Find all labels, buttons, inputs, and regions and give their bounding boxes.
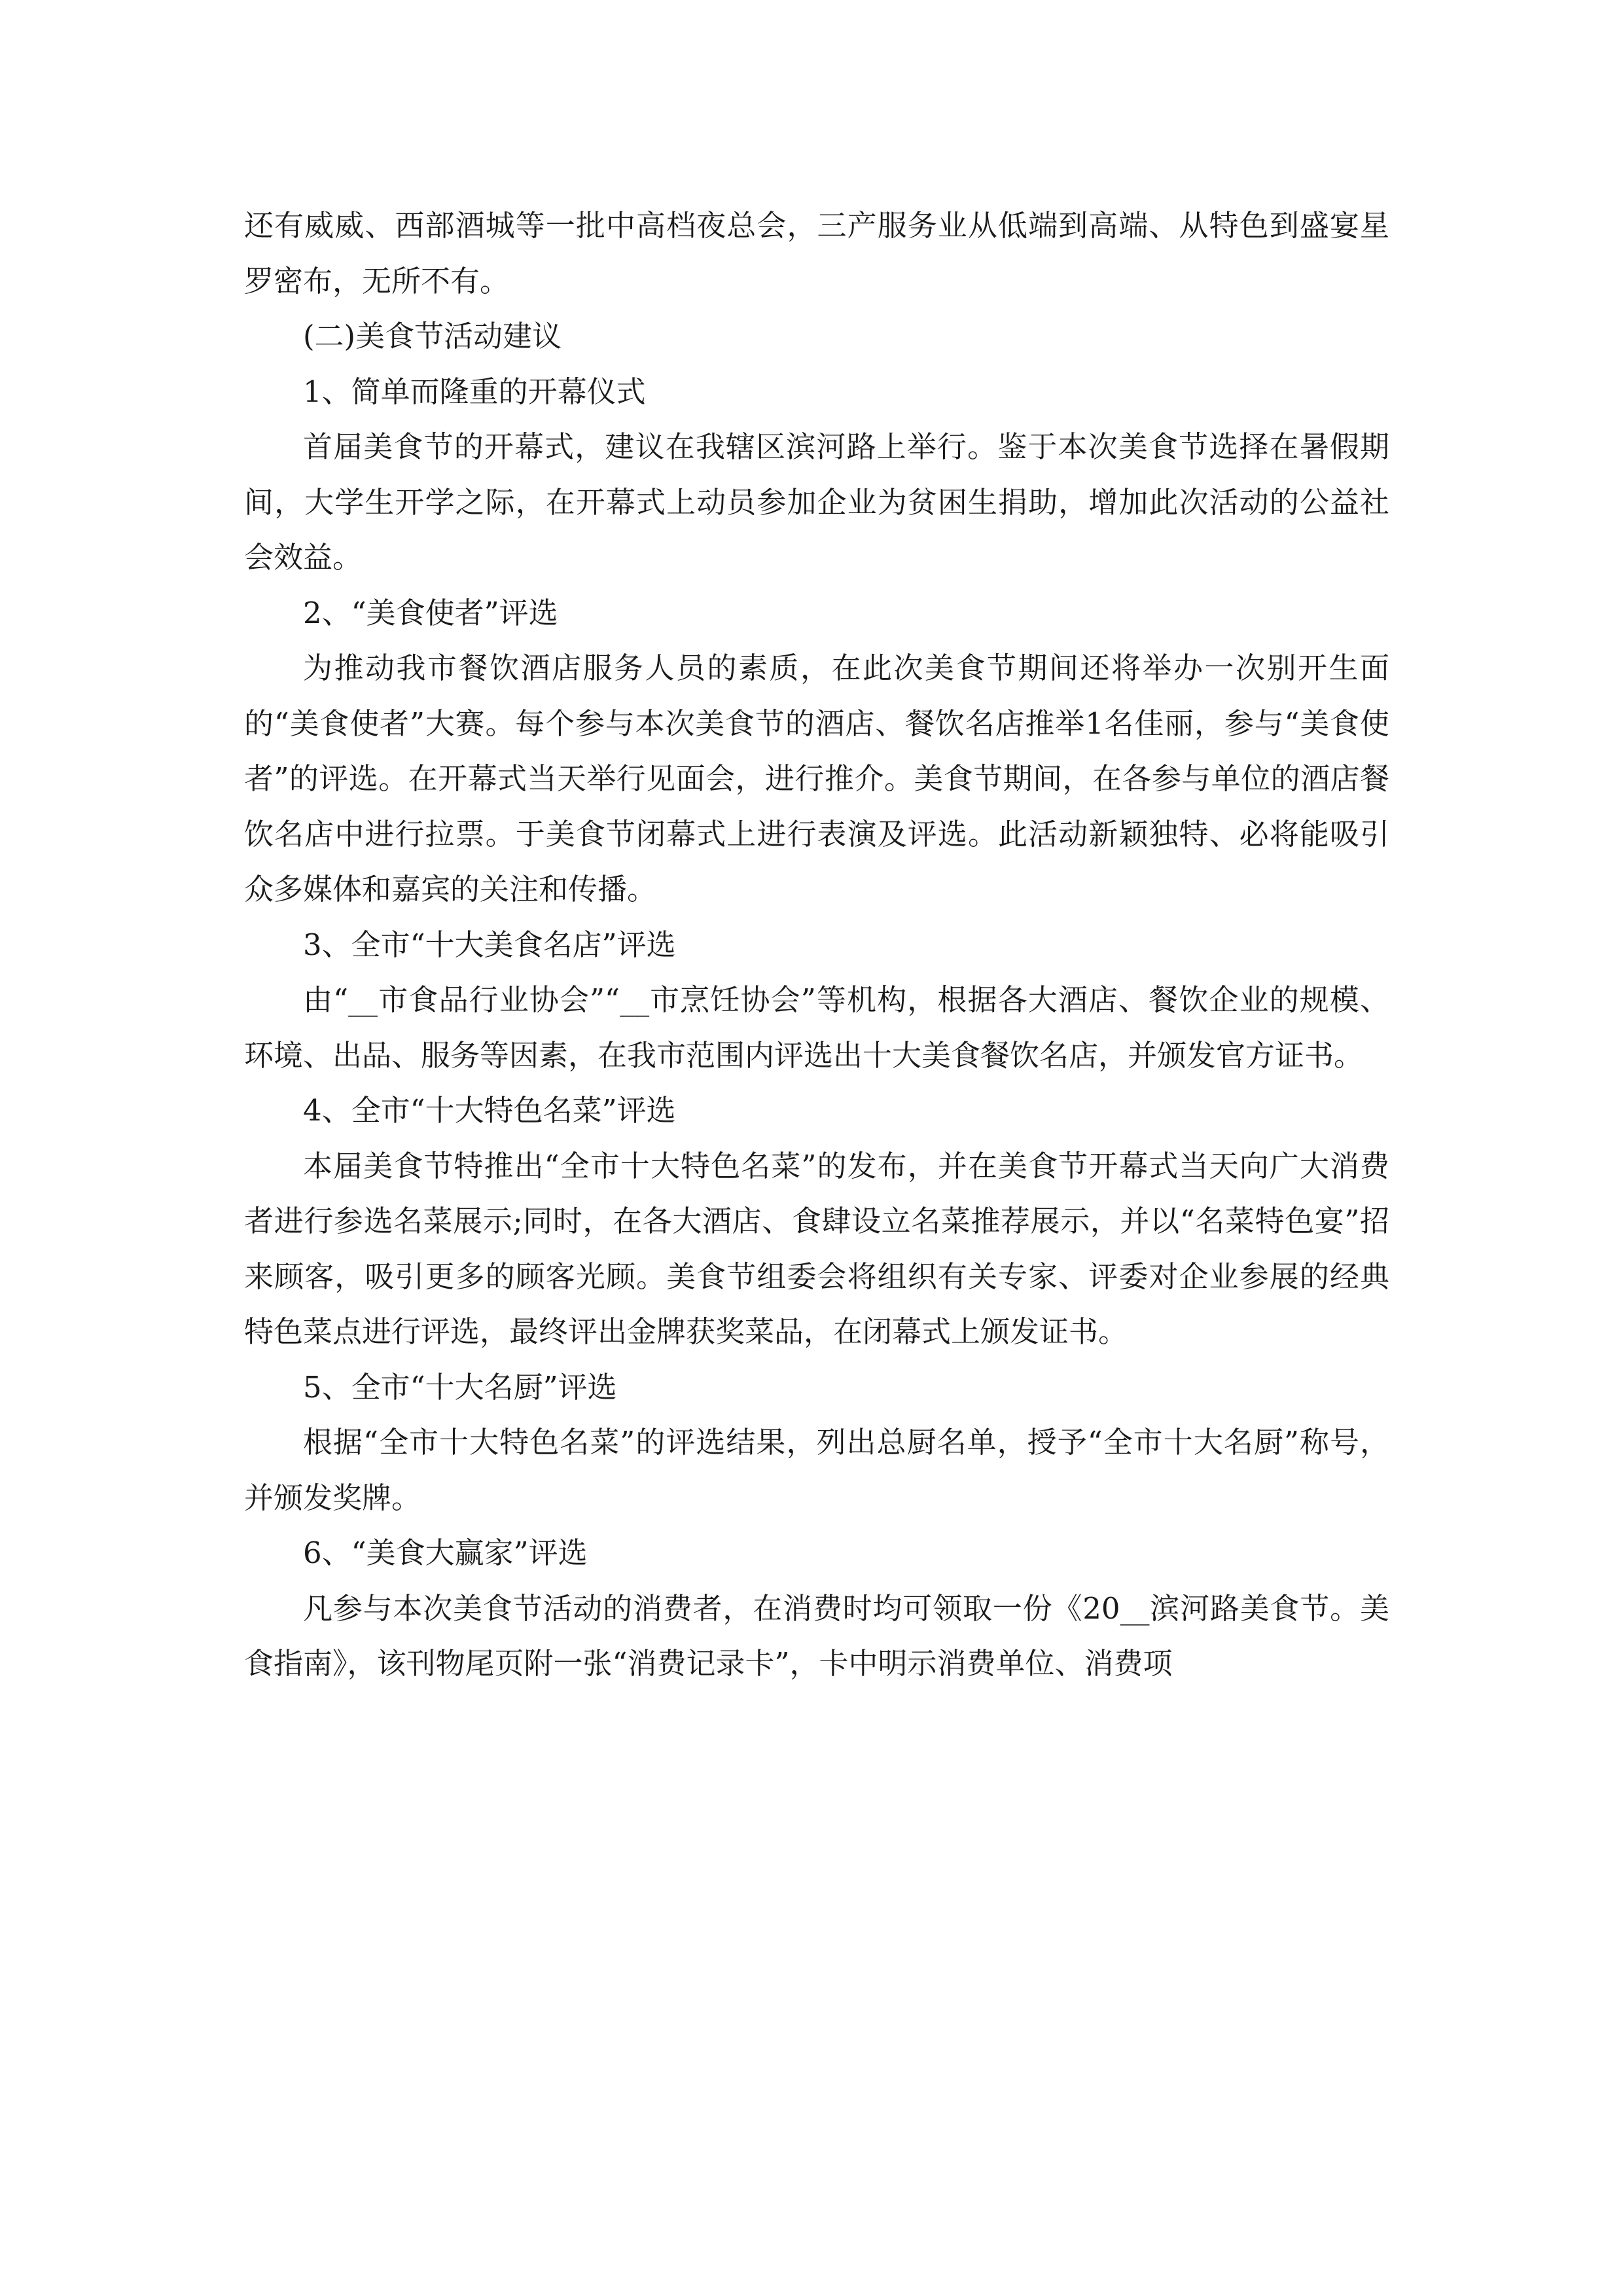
subsection-heading: 3、全市“十大美食名店”评选	[303, 927, 676, 962]
subsection-heading: 2、“美食使者”评选	[303, 595, 558, 630]
section-heading: (二)美食节活动建议	[303, 319, 562, 353]
body-paragraph: 本届美食节特推出“全市十大特色名菜”的发布，并在美食节开幕式当天向广大消费者进行参选名菜展示;同时，在各大酒店、食肆设立名菜推荐展示，并以“名菜特色宴”招来顾客，吸引更多的顾客光顾。美食节组委会将组织有关专家、评委对企业参展的经典特色菜点进行评选，最终评出金牌获奖菜品，在闭幕式上颁发证书。	[244, 1148, 1389, 1349]
body-paragraph: 由“__市食品行业协会”“__市烹饪协会”等机构，根据各大酒店、餐饮企业的规模、环境、出品、服务等因素，在我市范围内评选出十大美食餐饮名店，并颁发官方证书。	[244, 982, 1389, 1073]
subsection-heading: 6、“美食大赢家”评选	[303, 1535, 588, 1570]
document-page	[244, 198, 1389, 1692]
body-paragraph: 根据“全市十大特色名菜”的评选结果，列出总厨名单，授予“全市十大名厨”称号，并颁发奖牌。	[244, 1425, 1389, 1515]
body-paragraph: 首届美食节的开幕式，建议在我辖区滨河路上举行。鉴于本次美食节选择在暑假期间，大学生开学之际，在开幕式上动员参加企业为贫困生捐助，增加此次活动的公益社会效益。	[244, 429, 1389, 575]
body-paragraph: 凡参与本次美食节活动的消费者，在消费时均可领取一份《20__滨河路美食节。美食指南》，该刊物尾页附一张“消费记录卡”，卡中明示消费单位、消费项	[244, 1590, 1389, 1681]
subsection-heading: 1、简单而隆重的开幕仪式	[303, 374, 646, 409]
body-paragraph: 为推动我市餐饮酒店服务人员的素质，在此次美食节期间还将举办一次别开生面的“美食使者”大赛。每个参与本次美食节的酒店、餐饮名店推举1名佳丽，参与“美食使者”的评选。在开幕式当天举行见面会，进行推介。美食节期间，在各参与单位的酒店餐饮名店中进行拉票。于美食节闭幕式上进行表演及评选。此活动新颖独特、必将能吸引众多媒体和嘉宾的关注和传播。	[244, 651, 1389, 906]
subsection-heading: 4、全市“十大特色名菜”评选	[303, 1093, 676, 1128]
body-paragraph: 还有威威、西部酒城等一批中高档夜总会，三产服务业从低端到高端、从特色到盛宴星罗密布，无所不有。	[244, 208, 1389, 298]
subsection-heading: 5、全市“十大名厨”评选	[303, 1369, 617, 1405]
